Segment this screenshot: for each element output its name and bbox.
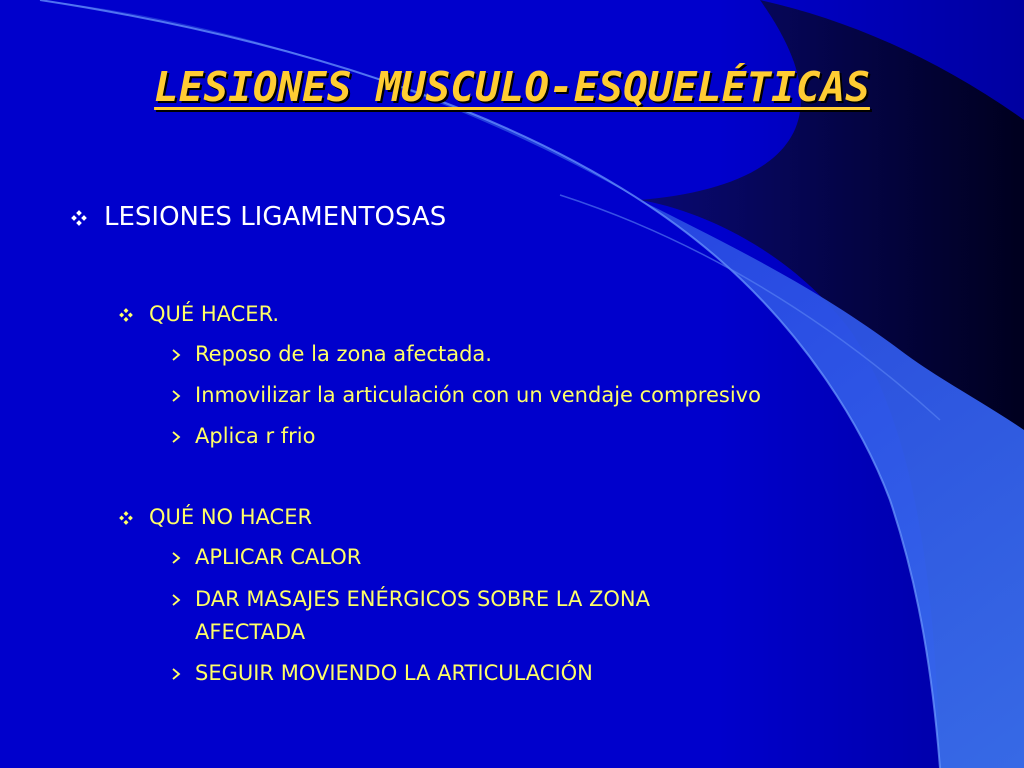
arrow-bullet-icon [171, 349, 181, 361]
list-item [195, 658, 593, 688]
arrow-bullet-icon [171, 594, 181, 606]
arrow-bullet-icon [171, 668, 181, 680]
list-item-text: Reposo de la zona afectada. [195, 342, 492, 366]
list-item-text: Aplica r frio [195, 424, 316, 448]
list-item [195, 421, 315, 451]
list-item [195, 542, 361, 572]
list-item [195, 380, 761, 410]
list-item-text: DAR MASAJES ENÉRGICOS SOBRE LA ZONA [195, 587, 650, 611]
slide-title: LESIONES MUSCULO-ESQUELÉTICAS [154, 63, 870, 111]
list-item-continuation [195, 617, 305, 647]
list-item [195, 584, 650, 614]
diamond-bullet-icon [71, 210, 87, 226]
arrow-bullet-icon [171, 431, 181, 443]
arrow-bullet-icon [171, 390, 181, 402]
section-label-text: QUÉ HACER. [149, 302, 280, 326]
section-label-text: QUÉ NO HACER [149, 505, 313, 529]
section-label [149, 502, 312, 532]
heading-text: LESIONES LIGAMENTOSAS [104, 202, 447, 232]
list-item-text: APLICAR CALOR [195, 545, 362, 569]
heading-row [104, 200, 446, 234]
arrow-bullet-icon [171, 552, 181, 564]
diamond-bullet-icon [119, 511, 133, 525]
list-item-text: AFECTADA [195, 620, 306, 644]
section-label [149, 299, 279, 329]
list-item [195, 339, 492, 369]
list-item-text: Inmovilizar la articulación con un vendaje compresivo [195, 383, 761, 407]
list-item-text: SEGUIR MOVIENDO LA ARTICULACIÓN [195, 661, 593, 685]
diamond-bullet-icon [119, 308, 133, 322]
